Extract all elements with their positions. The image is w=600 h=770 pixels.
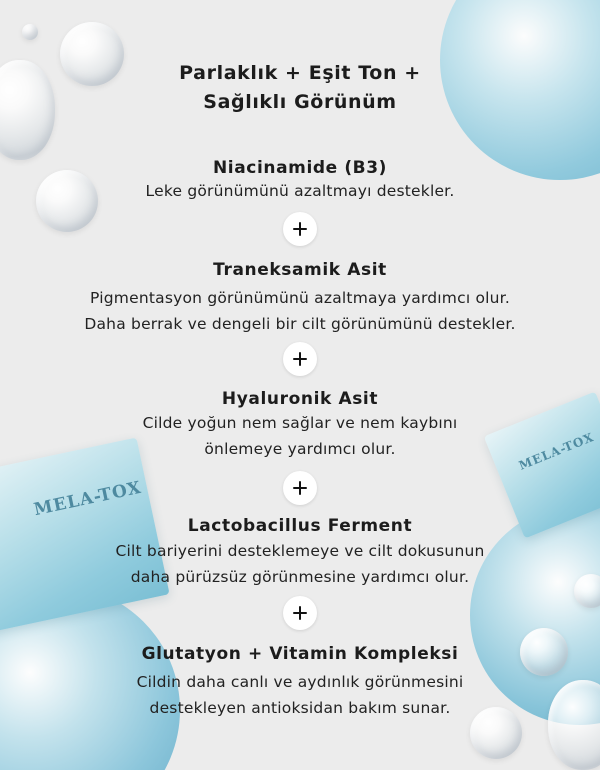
ingredient-description-hyaluronik-asit [0, 410, 600, 462]
description-line: Cilt bariyerini desteklemeye ve cilt dokusunun [115, 542, 485, 560]
ingredient-description-lactobacillus-ferment [0, 538, 600, 590]
description-line: daha pürüzsüz görünmesine yardımcı olur. [130, 568, 470, 586]
ingredient-description-traneksamik-asit [0, 285, 600, 337]
plus-separator [283, 342, 317, 376]
title-line-1: Parlaklık + Eşit Ton + [179, 62, 421, 84]
description-line: Cildin daha canlı ve aydınlık görünmesini [136, 673, 464, 691]
ingredient-name-traneksamik-asit: Traneksamik Asit [213, 260, 387, 280]
ingredient-description-glutatyon-vitamin [0, 669, 600, 721]
page-title [0, 59, 600, 117]
bubble [22, 24, 38, 40]
description-line: destekleyen antioksidan bakım sunar. [149, 699, 451, 717]
description-line: Leke görünümünü azaltmayı destekler. [145, 182, 455, 200]
plus-separator [283, 596, 317, 630]
plus-icon [293, 481, 307, 495]
plus-separator [283, 471, 317, 505]
packet-brand-text: MELA-TOX [32, 477, 144, 521]
ingredient-name-niacinamide: Niacinamide (B3) [212, 158, 388, 178]
ingredient-name-glutatyon-vitamin: Glutatyon + Vitamin Kompleksi [141, 644, 459, 664]
description-line: Pigmentasyon görünümünü azaltmaya yardımcı olur. [90, 289, 510, 307]
plus-separator [283, 212, 317, 246]
plus-icon [293, 352, 307, 366]
ingredient-description-niacinamide [0, 178, 600, 204]
plus-icon [293, 606, 307, 620]
description-line: Daha berrak ve dengeli bir cilt görünümünü destekler. [84, 315, 516, 333]
ingredient-name-hyaluronik-asit: Hyaluronik Asit [221, 389, 379, 409]
plus-icon [293, 222, 307, 236]
packet-brand-text: MELA-TOX [516, 429, 597, 473]
title-line-2: Sağlıklı Görünüm [203, 91, 397, 113]
description-line: Cilde yoğun nem sağlar ve nem kaybını [142, 414, 458, 432]
description-line: önlemeye yardımcı olur. [204, 440, 396, 458]
ingredient-name-lactobacillus-ferment: Lactobacillus Ferment [187, 516, 413, 536]
